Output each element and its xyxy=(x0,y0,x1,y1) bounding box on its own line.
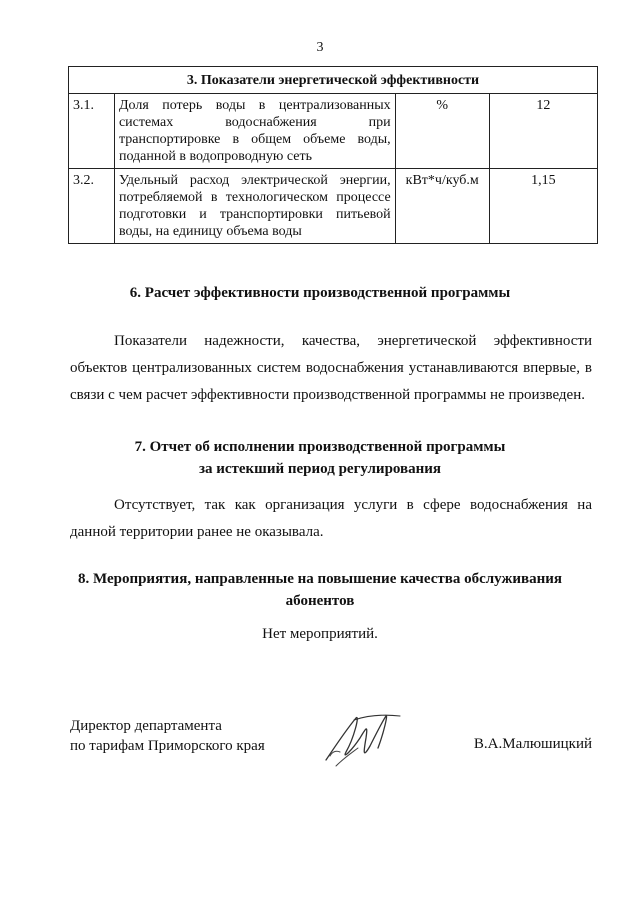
signer-position xyxy=(70,716,265,756)
section-6-paragraph xyxy=(70,328,592,409)
table-row xyxy=(69,169,598,244)
handwritten-signature xyxy=(316,708,408,770)
row-value: 1,15 xyxy=(489,169,597,244)
section-7-paragraph xyxy=(70,492,592,546)
section-7-text: Отсутствует, так как организация услуги в сфере водоснабжения на данной территории ранее не оказывала. xyxy=(70,497,592,540)
table-header-row xyxy=(69,67,598,94)
signer-position-line1: Директор департамента xyxy=(70,718,222,734)
table-section-title: 3. Показатели энергетической эффективности xyxy=(69,67,598,94)
table-row xyxy=(69,94,598,169)
section-7-heading-line1: 7. Отчет об исполнении производственной программы xyxy=(134,439,506,455)
row-number: 3.2. xyxy=(69,169,115,244)
page-number: 3 xyxy=(316,40,324,55)
section-7-heading xyxy=(0,436,640,480)
row-indicator-name: Доля потерь воды в централизованных системах водоснабжения при транспортировке в общем объеме воды, поданной в водопроводную сеть xyxy=(114,94,395,169)
section-6-text: Показатели надежности, качества, энергетической эффективности объектов централизованных систем водоснабжения устанавливаются впервые, в связи с чем расчет эффективности производственной программы не произведен. xyxy=(70,333,592,403)
section-8-text: Нет мероприятий. xyxy=(262,626,378,642)
row-unit: % xyxy=(395,94,489,169)
section-8-heading xyxy=(0,568,640,612)
section-7-heading-line2: за истекший период регулирования xyxy=(198,461,442,477)
row-indicator-name: Удельный расход электрической энергии, потребляемой в технологическом процессе подготовки и транспортировки питьевой воды, на единицу объема воды xyxy=(114,169,395,244)
row-value: 12 xyxy=(489,94,597,169)
signer-name: В.А.Малюшицкий xyxy=(473,736,592,752)
section-6-heading: 6. Расчет эффективности производственной программы xyxy=(129,285,511,301)
signer-position-line2: по тарифам Приморского края xyxy=(70,738,265,754)
row-unit: кВт*ч/куб.м xyxy=(395,169,489,244)
section-8-heading-line1: 8. Мероприятия, направленные на повышение качества обслуживания xyxy=(77,571,562,587)
section-8-heading-line2: абонентов xyxy=(285,593,355,609)
indicator-table xyxy=(68,66,598,244)
row-number: 3.1. xyxy=(69,94,115,169)
